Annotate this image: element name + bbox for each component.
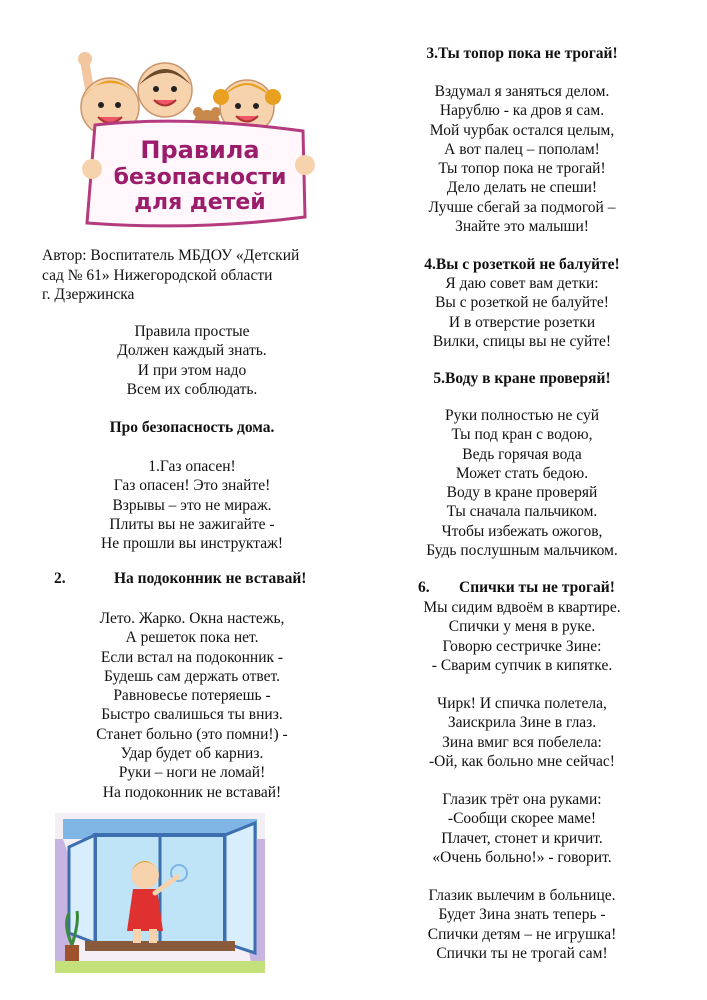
verse-line: Равновесье потеряешь -: [113, 687, 271, 705]
rule-2-verse: [42, 609, 342, 802]
verse-line: Должен каждый знать.: [117, 342, 267, 360]
verse-line: Чирк! И спичка полетела,: [437, 695, 607, 712]
verse-line: 1.Газ опасен!: [148, 458, 236, 475]
verse-line: Нарублю - ка дров я сам.: [439, 102, 605, 120]
verse-line: Говорю сестричке Зине:: [442, 637, 602, 655]
safety-rules-logo: [55, 45, 320, 235]
verse-line: - Сварим супчик в кипятке.: [431, 656, 613, 674]
verse-line: Спички у меня в руке.: [448, 618, 596, 636]
verse-line: Газ опасен! Это знайте!: [113, 477, 271, 495]
verse-line: Не прошли вы инструктаж!: [101, 535, 283, 553]
verse-line: Руки полностью не суй: [444, 407, 600, 424]
rule-6-stanza-1: [397, 598, 647, 675]
author-line: Автор: Воспитатель МБДОУ «Детский: [42, 247, 300, 264]
rule-6-heading: [397, 579, 647, 599]
verse-line: Мой чурбак остался целым,: [429, 121, 615, 139]
verse-line: На подоконник не вставай!: [102, 783, 282, 801]
verse-line: Взрывы – это не мираж.: [112, 496, 272, 514]
verse-line: Плачет, стонет и кричит.: [441, 829, 603, 847]
verse-line: А решеток пока нет.: [125, 629, 259, 647]
home-safety-heading: Про безопасность дома.: [109, 419, 275, 436]
verse-line: Спички детям – не игрушка!: [427, 925, 617, 943]
verse-line: Заискрила Зине в глаз.: [447, 714, 597, 732]
verse-line: Зина вмиг вся побелела:: [442, 733, 602, 751]
verse-line: Вилки, спицы вы не суйте!: [432, 332, 612, 350]
rule-6-number: 6.: [418, 579, 430, 596]
verse-line: Будет Зина знать теперь -: [438, 906, 606, 924]
verse-line: Быстро свалишься ты вниз.: [101, 706, 283, 724]
verse-line: Я даю совет вам детки:: [445, 275, 599, 292]
verse-line: Лучше сбегай за подмогой –: [428, 198, 616, 216]
verse-line: Спички ты не трогай сам!: [436, 944, 608, 962]
rule-4-heading: 4.Вы с розеткой не балуйте!: [424, 256, 620, 273]
rule-1-verse: [42, 457, 342, 553]
logo-title-line-2: безопасности: [113, 165, 287, 190]
rule-5-verse: [397, 406, 647, 560]
rule-2-title: На подоконник не вставай!: [114, 570, 307, 587]
verse-line: Глазик вылечим в больнице.: [428, 887, 616, 904]
verse-line: -Ой, как больно мне сейчас!: [429, 752, 615, 770]
author-block: [42, 246, 342, 305]
verse-line: Если встал на подоконник -: [100, 648, 284, 666]
rule-6-title: Спички ты не трогай!: [459, 579, 615, 596]
verse-line: Ведь горячая вода: [462, 445, 582, 463]
verse-line: Знайте это малыши!: [455, 218, 589, 236]
rule-5-heading: 5.Воду в кране проверяй!: [433, 370, 611, 387]
logo-title-line-1: Правила: [140, 136, 260, 164]
verse-line: Руки – ноги не ломай!: [118, 764, 266, 782]
verse-line: Плиты вы не зажигайте -: [109, 515, 275, 533]
verse-line: -Сообщи скорее маме!: [447, 810, 597, 828]
verse-line: Лето. Жарко. Окна настежь,: [99, 610, 285, 627]
child-at-window-illustration: [55, 813, 265, 973]
intro-verse: [42, 322, 342, 399]
verse-line: Дело делать не спеши!: [446, 179, 598, 197]
verse-line: Ты сначала пальчиком.: [446, 503, 598, 521]
verse-line: Будь послушным мальчиком.: [426, 542, 618, 560]
verse-line: Глазик трёт она руками:: [442, 791, 602, 808]
rule-3-heading: 3.Ты топор пока не трогай!: [426, 45, 618, 62]
verse-line: Удар будет об карниз.: [120, 745, 264, 763]
verse-line: Может стать бедою.: [455, 464, 589, 482]
rule-4-verse: [397, 274, 647, 351]
verse-line: И в отверстие розетки: [448, 313, 596, 331]
rule-6-stanza-2: [397, 694, 647, 771]
verse-line: Всем их соблюдать.: [126, 380, 258, 398]
rule-2-heading: [42, 570, 342, 590]
logo-title-line-3: для детей: [134, 190, 266, 215]
verse-line: Правила простые: [134, 323, 250, 340]
verse-line: А вот палец – пополам!: [444, 140, 600, 158]
verse-line: Мы сидим вдвоём в квартире.: [423, 599, 621, 616]
rule-6-stanza-3: [397, 790, 647, 867]
rule-3-verse: [397, 82, 647, 236]
rule-2-number: 2.: [54, 570, 66, 587]
verse-line: Ты топор пока не трогай!: [438, 160, 606, 178]
verse-line: Ты под кран с водою,: [451, 426, 593, 444]
verse-line: «Очень больно!» - говорит.: [432, 848, 612, 866]
verse-line: Воду в кране проверяй: [446, 484, 598, 502]
verse-line: Станет больно (это помни!) -: [96, 725, 288, 743]
verse-line: Будешь сам держать ответ.: [104, 667, 280, 685]
verse-line: Вздумал я заняться делом.: [434, 83, 610, 100]
author-line: сад № 61» Нижегородской области: [42, 266, 273, 284]
author-line: г. Дзержинска: [42, 286, 135, 303]
verse-line: И при этом надо: [137, 361, 247, 379]
verse-line: Чтобы избежать ожогов,: [441, 522, 603, 540]
verse-line: Вы с розеткой не балуйте!: [435, 294, 609, 312]
rule-6-stanza-4: [397, 886, 647, 963]
